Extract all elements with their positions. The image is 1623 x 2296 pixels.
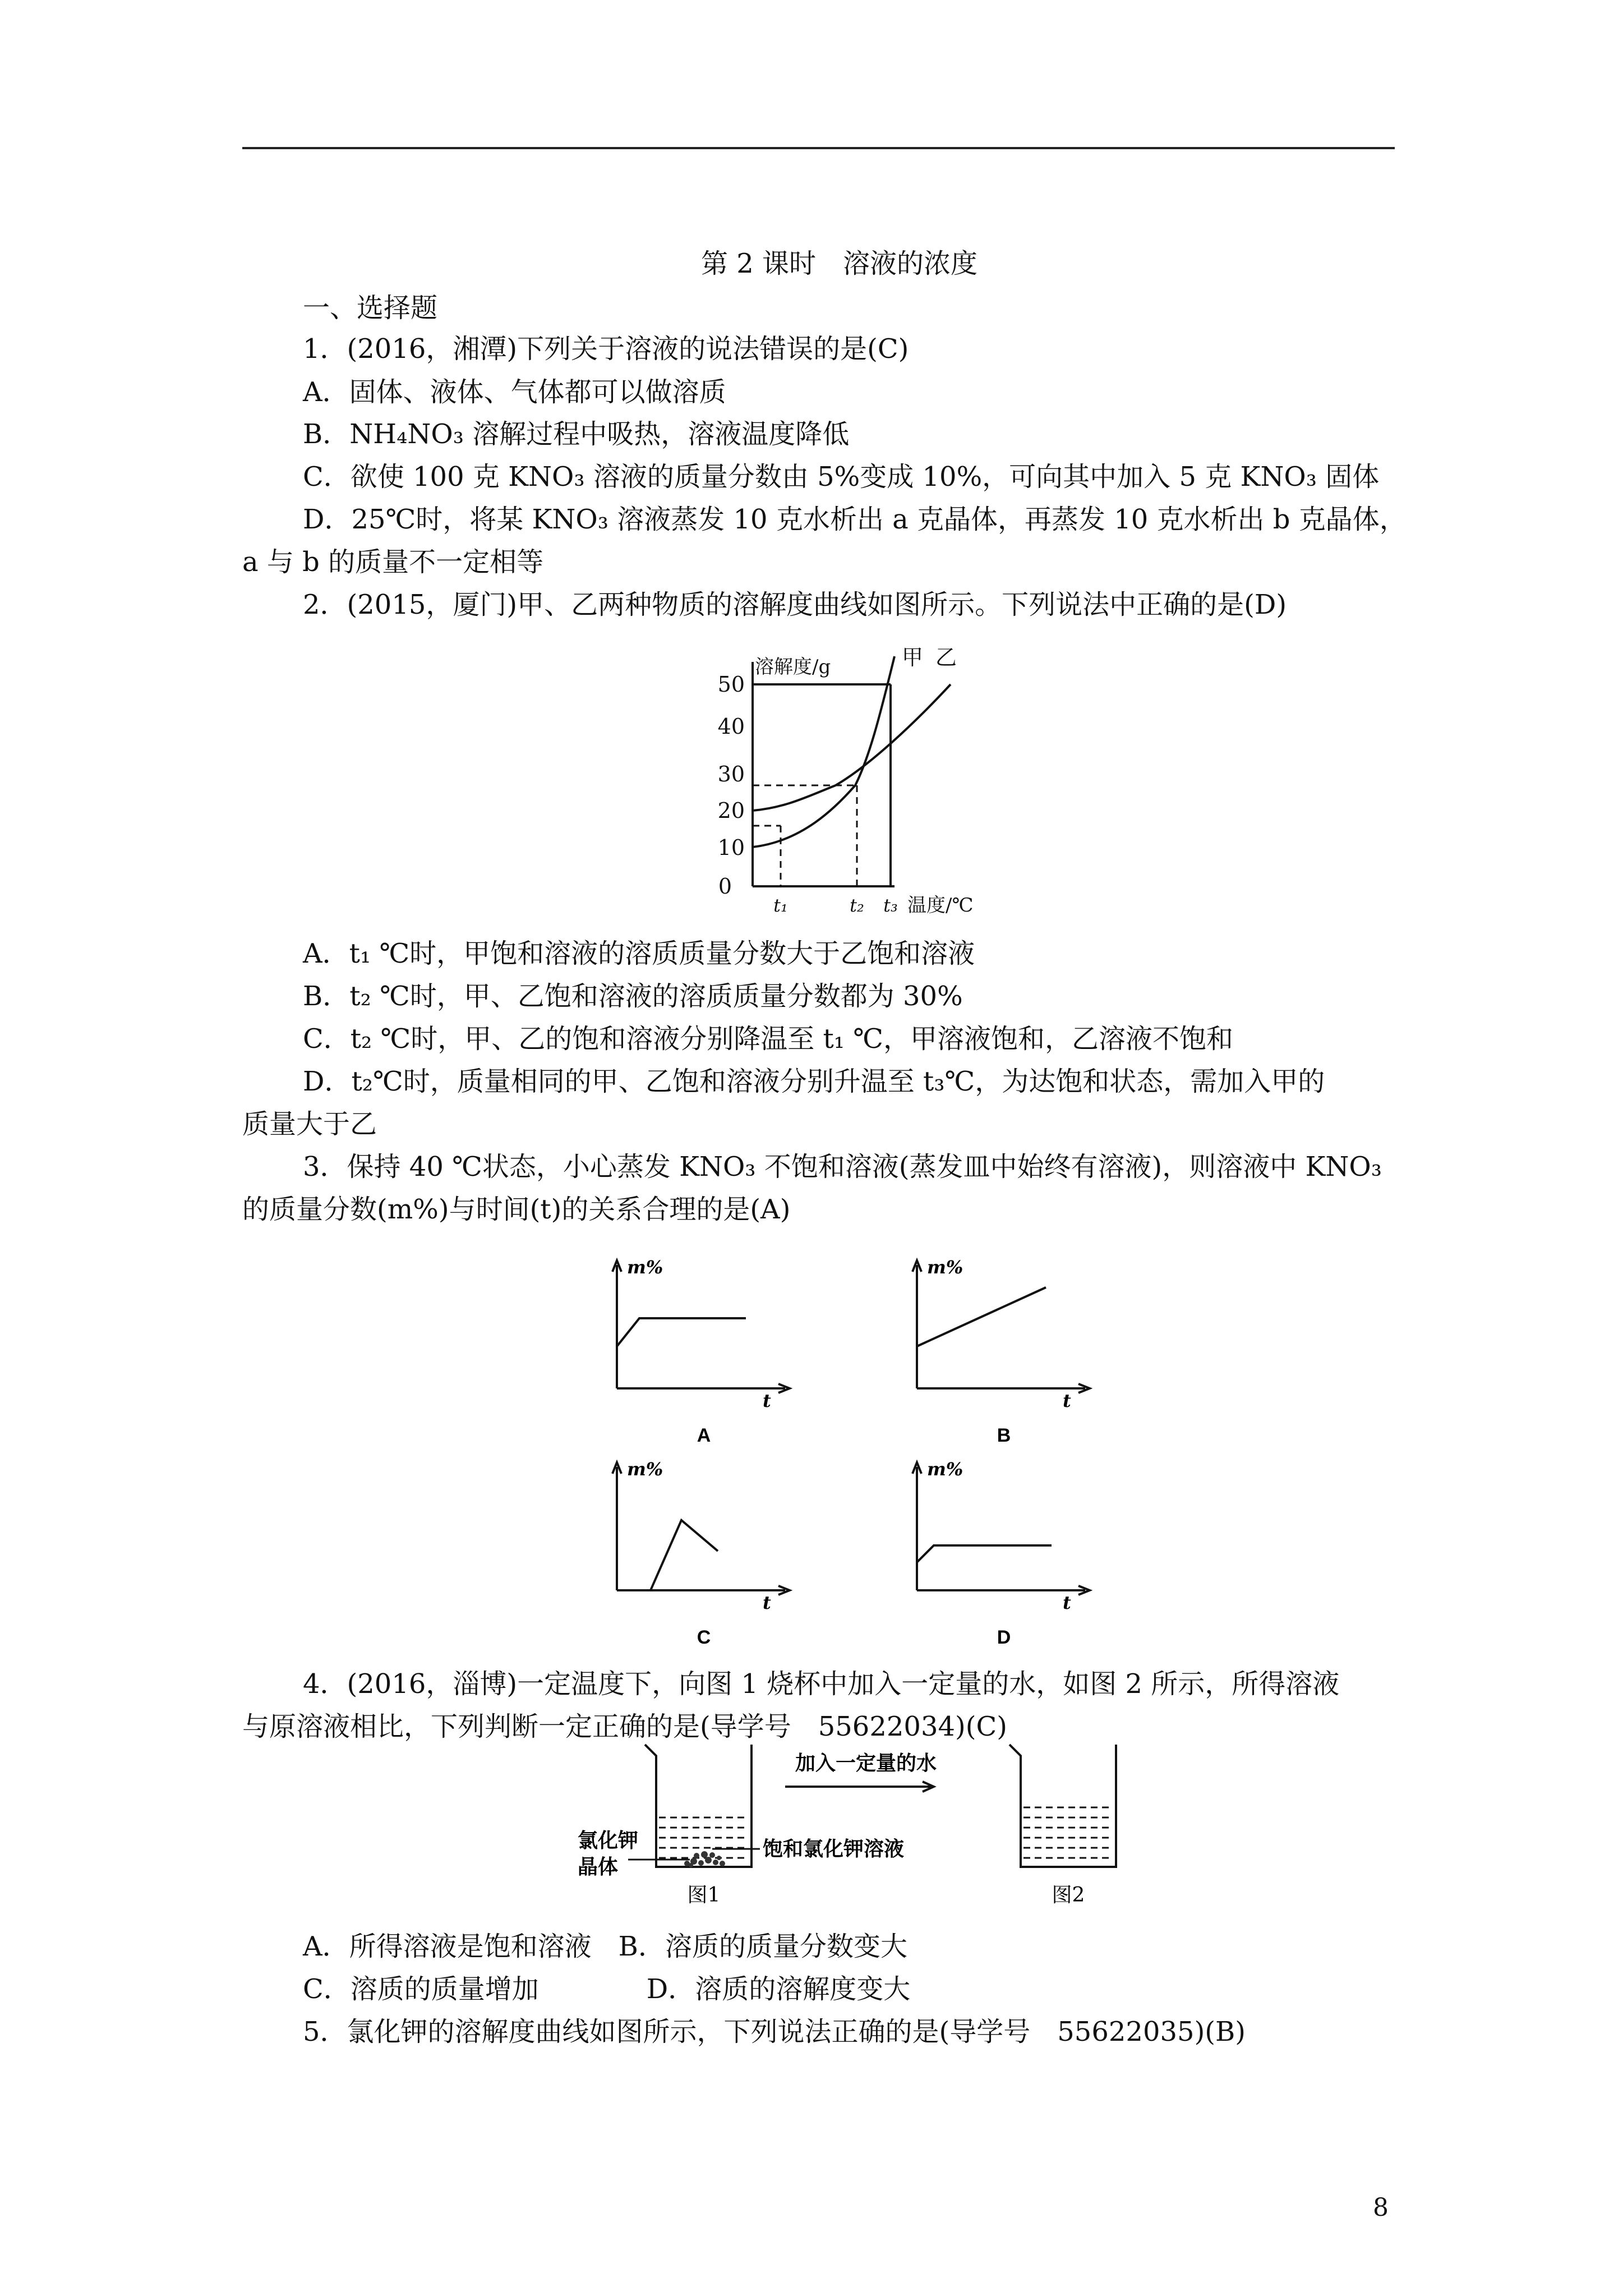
crystal-label-1: 氯化钾 xyxy=(578,1829,639,1852)
q2-option-c: C．t₂ ℃时，甲、乙的饱和溶液分别降温至 t₁ ℃，甲溶液饱和，乙溶液不饱和 xyxy=(303,1023,1233,1055)
graph-b-ylabel: m% xyxy=(927,1257,963,1278)
q2-option-d-cont: 质量大于乙 xyxy=(242,1108,377,1140)
graph-b-xlabel: t xyxy=(1063,1390,1071,1411)
beaker-figure xyxy=(572,1739,1133,1924)
q1-option-a: A．固体、液体、气体都可以做溶质 xyxy=(303,376,726,408)
graph-d-label: D xyxy=(997,1627,1011,1648)
curve-label-yi: 乙 xyxy=(935,645,957,670)
graph-b xyxy=(906,1248,1119,1450)
curve-label-jia: 甲 xyxy=(902,645,924,670)
ytick-40: 40 xyxy=(717,714,745,739)
xtick-t3: t₃ xyxy=(883,895,898,916)
graph-c xyxy=(606,1450,819,1652)
graph-d-ylabel: m% xyxy=(927,1458,963,1480)
q1-option-c: C．欲使 100 克 KNO₃ 溶液的质量分数由 5%变成 10%，可向其中加入 5 克 KNO₃ 固体 xyxy=(303,461,1380,493)
xtick-t2: t₂ xyxy=(850,895,864,916)
q1-option-d-cont: a 与 b 的质量不一定相等 xyxy=(242,546,544,578)
ytick-10: 10 xyxy=(717,835,745,860)
crystals xyxy=(684,1851,725,1867)
q1-option-d: D．25℃时，将某 KNO₃ 溶液蒸发 10 克水析出 a 克晶体，再蒸发 10 克水析出 b 克晶体， xyxy=(303,504,1407,535)
q3-stem-cont: 的质量分数(m%)与时间(t)的关系合理的是(A) xyxy=(242,1194,791,1225)
graph-c-xlabel: t xyxy=(763,1592,771,1613)
page-number: 8 xyxy=(1373,2193,1389,2222)
ytick-0: 0 xyxy=(718,874,732,899)
ytick-20: 20 xyxy=(717,798,745,823)
ytick-50: 50 xyxy=(717,672,745,697)
q3-stem: 3．保持 40 ℃状态，小心蒸发 KNO₃ 不饱和溶液(蒸发皿中始终有溶液)，则溶液中 KNO₃ xyxy=(303,1151,1382,1182)
x-axis-label: 温度/℃ xyxy=(907,894,974,917)
q4-options-cd: C．溶质的质量增加 D．溶质的溶解度变大 xyxy=(303,1973,911,2005)
ytick-30: 30 xyxy=(717,762,745,786)
xtick-t1: t₁ xyxy=(773,895,788,916)
graph-d xyxy=(906,1450,1119,1652)
graph-a xyxy=(606,1248,819,1450)
solubility-curve-figure xyxy=(701,639,993,920)
q5-stem: 5．氯化钾的溶解度曲线如图所示，下列说法正确的是(导学号 55622035)(B) xyxy=(303,2016,1246,2047)
graph-c-label: C xyxy=(697,1627,711,1648)
curve-yi xyxy=(753,684,951,811)
fig1-label: 图1 xyxy=(687,1884,721,1907)
section-heading: 一、选择题 xyxy=(303,292,438,324)
header-rule xyxy=(242,147,1395,149)
graph-a-xlabel: t xyxy=(763,1390,771,1411)
q2-option-d: D．t₂℃时，质量相同的甲、乙饱和溶液分别升温至 t₃℃，为达饱和状态，需加入甲的 xyxy=(303,1066,1325,1097)
fig2-label: 图2 xyxy=(1052,1884,1085,1907)
q2-option-a: A．t₁ ℃时，甲饱和溶液的溶质质量分数大于乙饱和溶液 xyxy=(303,938,975,969)
graph-a-label: A xyxy=(697,1425,711,1446)
graph-b-label: B xyxy=(997,1425,1011,1446)
q4-options-ab: A．所得溶液是饱和溶液 B．溶质的质量分数变大 xyxy=(303,1931,907,1962)
graph-c-ylabel: m% xyxy=(627,1458,663,1480)
q1-stem: 1．(2016，湘潭)下列关于溶液的说法错误的是(C) xyxy=(303,333,909,365)
page-title: 第 2 课时 溶液的浓度 xyxy=(701,248,978,279)
solution-label: 饱和氯化钾溶液 xyxy=(763,1837,905,1861)
y-axis-label: 溶解度/g xyxy=(755,656,831,678)
graph-a-ylabel: m% xyxy=(627,1257,663,1278)
q2-option-b: B．t₂ ℃时，甲、乙饱和溶液的溶质质量分数都为 30% xyxy=(303,981,963,1012)
crystal-label-2: 晶体 xyxy=(578,1855,619,1879)
graph-d-xlabel: t xyxy=(1063,1592,1071,1613)
q1-option-b: B．NH₄NO₃ 溶解过程中吸热，溶液温度降低 xyxy=(303,418,850,450)
q4-stem: 4．(2016，淄博)一定温度下，向图 1 烧杯中加入一定量的水，如图 2 所示，所得溶液 xyxy=(303,1668,1340,1700)
q2-stem: 2．(2015，厦门)甲、乙两种物质的溶解度曲线如图所示。下列说法中正确的是(D) xyxy=(303,589,1287,620)
q4-stem-cont: 与原溶液相比，下列判断一定正确的是(导学号 55622034)(C) xyxy=(242,1711,1007,1742)
arrow-label: 加入一定量的水 xyxy=(795,1751,937,1775)
